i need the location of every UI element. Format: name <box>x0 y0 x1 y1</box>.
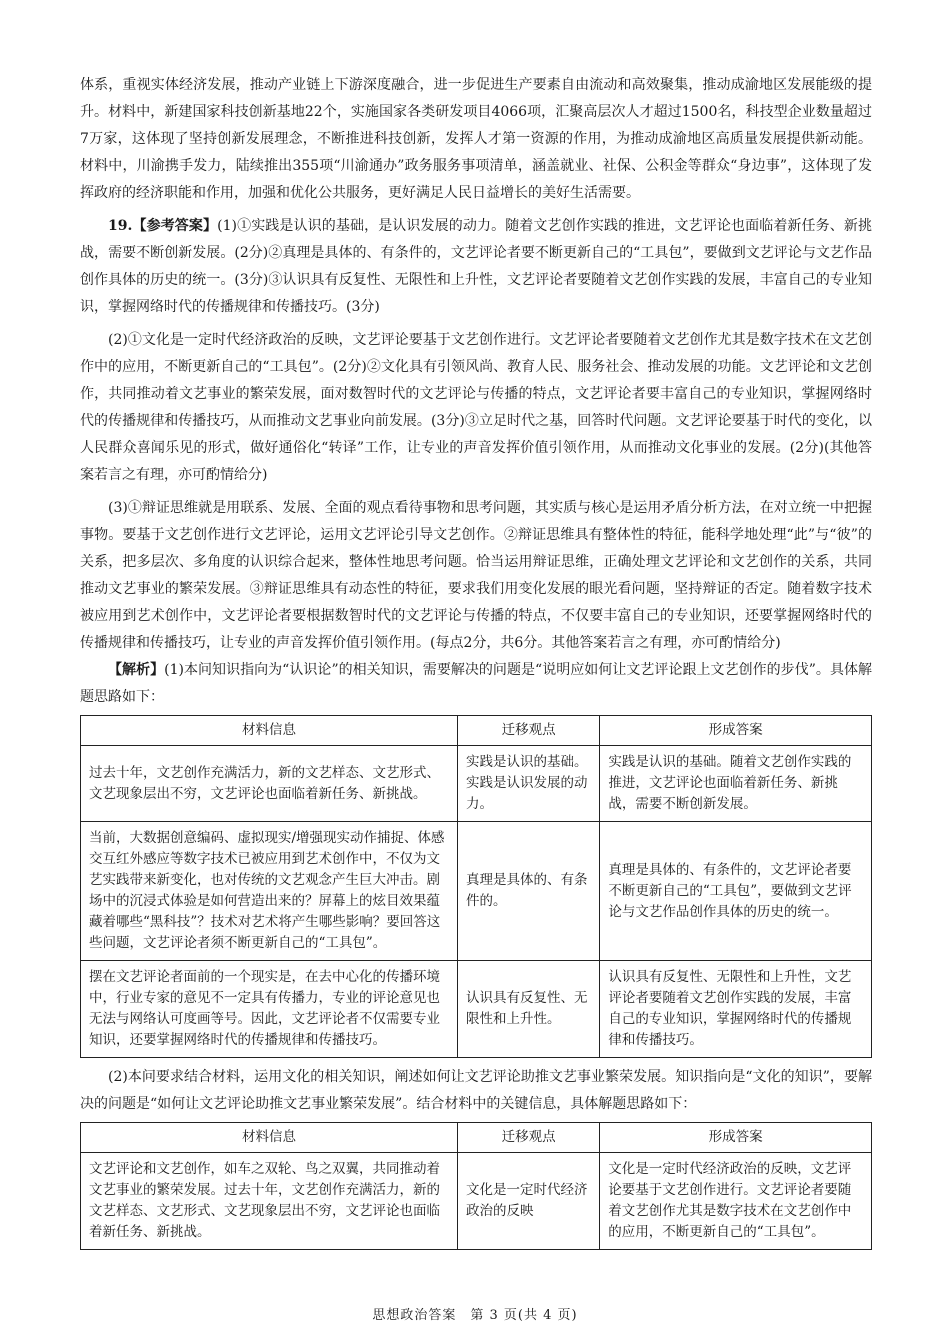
table-cell: 真理是具体的、有条件的，文艺评论者要不断更新自己的“工具包”，要做到文艺评论与文艺作品创作具体的历史的统一。 <box>600 822 872 961</box>
table-cell: 真理是具体的、有条件的。 <box>457 822 599 961</box>
table-cell: 文化是一定时代经济政治的反映 <box>457 1153 599 1250</box>
table-header: 材料信息 <box>81 716 458 746</box>
table-header: 形成答案 <box>600 1123 872 1153</box>
table-row <box>81 1153 872 1250</box>
table-header: 形成答案 <box>600 716 872 746</box>
table-cell: 摆在文艺评论者面前的一个现实是，在去中心化的传播环境中，行业专家的意见不一定具有传播力，专业的评论意见也无法与网络认可度画等号。因此，文艺评论者不仅需要专业知识，还要掌握网络时代的传播规律和传播技巧。 <box>81 961 458 1058</box>
analysis-intro-1-text: (1)本问知识指向为“认识论”的相关知识，需要解决的问题是“说明应如何让文艺评论跟上文艺创作的步伐”。具体解题思路如下： <box>80 662 873 705</box>
page-footer: 思想政治答案 第 3 页(共 4 页) <box>372 1308 578 1323</box>
q19-part1-text: (1)①实践是认识的基础，是认识发展的动力。随着文艺创作实践的推进，文艺评论也面临着新任务、新挑战，需要不断创新发展。(2分)②真理是具体的、有条件的，文艺评论者要不断更新自己的“工具包”，要做到文艺评论与文艺作品创作具体的历史的统一。(3分)③认识具有反复性、无限性和上升性，文艺评论者要随着文艺创作实践的发展，丰富自己的专业知识，掌握网络时代的传播规律和传播技巧。(3分) <box>80 218 872 315</box>
table-cell: 文艺评论和文艺创作，如车之双轮、鸟之双翼，共同推动着文艺事业的繁荣发展。过去十年，文艺创作充满活力，新的文艺样态、文艺形式、文艺现象层出不穷，文艺评论也面临着新任务、新挑战。 <box>81 1153 458 1250</box>
table-cell: 文化是一定时代经济政治的反映，文艺评论要基于文艺创作进行。文艺评论者要随着文艺创作尤其是数字技术在文艺创作中的应用，不断更新自己的“工具包”。 <box>600 1153 872 1250</box>
table-cell: 实践是认识的基础。随着文艺创作实践的推进，文艺评论也面临着新任务、新挑战，需要不断创新发展。 <box>600 746 872 822</box>
analysis-intro-1 <box>80 657 872 711</box>
table-row <box>81 822 872 961</box>
table-row <box>81 746 872 822</box>
table-cell: 认识具有反复性、无限性和上升性，文艺评论者要随着文艺创作实践的发展，丰富自己的专业知识，掌握网络时代的传播规律和传播技巧。 <box>600 961 872 1058</box>
table-header-row <box>81 1123 872 1153</box>
q19-part1 <box>80 213 872 321</box>
table-cell: 认识具有反复性、无限性和上升性。 <box>457 961 599 1058</box>
q19-part3: (3)①辩证思维就是用联系、发展、全面的观点看待事物和思考问题，其实质与核心是运用矛盾分析方法，在对立统一中把握事物。要基于文艺创作进行文艺评论，运用文艺评论引导文艺创作。②辩证思维具有整体性的特征，能科学地处理“此”与“彼”的关系，把多层次、多角度的认识综合起来，整体性地思考问题。恰当运用辩证思维，正确处理文艺评论和文艺创作的关系，共同推动文艺事业的繁荣发展。③辩证思维具有动态性的特征，要求我们用变化发展的眼光看问题，坚持辩证的否定。随着数字技术被应用到艺术创作中，文艺评论者要根据数智时代的文艺评论与传播的特点，不仅要丰富自己的专业知识，还要掌握网络时代的传播规律和传播技巧，让专业的声音发挥价值引领作用。(每点2分，共6分。其他答案若言之有理，亦可酌情给分) <box>80 500 872 651</box>
analysis-table-2 <box>80 1122 872 1250</box>
table-header: 迁移观点 <box>457 716 599 746</box>
table-row <box>81 961 872 1058</box>
paragraph-top: 体系，重视实体经济发展，推动产业链上下游深度融合，进一步促进生产要素自由流动和高效聚集，推动成渝地区发展能级的提升。材料中，新建国家科技创新基地22个，实施国家各类研发项目4066项，汇聚高层次人才超过1500名，科技型企业数量超过7万家，这体现了坚持创新发展理念，不断推进科技创新，发挥人才第一资源的作用，为推动成渝地区高质量发展提供新动能。材料中，川渝携手发力，陆续推出355项“川渝通办”政务服务事项清单，涵盖就业、社保、公积金等群众“身边事”，这体现了发挥政府的经济职能和作用，加强和优化公共服务，更好满足人民日益增长的美好生活需要。 <box>80 77 872 201</box>
table-header: 材料信息 <box>81 1123 458 1153</box>
q19-part2: (2)①文化是一定时代经济政治的反映，文艺评论要基于文艺创作进行。文艺评论者要随着文艺创作尤其是数字技术在文艺创作中的应用，不断更新自己的“工具包”。(2分)②文化具有引领风尚、教育人民、服务社会、推动发展的功能。文艺评论和文艺创作，共同推动着文艺事业的繁荣发展，面对数智时代的文艺评论与传播的特点，文艺评论者要丰富自己的专业知识，掌握网络时代的传播规律和传播技巧，从而推动文艺事业向前发展。(3分)③立足时代之基，回答时代问题。文艺评论要基于时代的变化，以人民群众喜闻乐见的形式，做好通俗化“转译”工作，让专业的声音发挥价值引领作用，从而推动文化事业的发展。(2分)(其他答案若言之有理，亦可酌情给分) <box>80 332 872 483</box>
table-cell: 过去十年，文艺创作充满活力，新的文艺样态、文艺形式、文艺现象层出不穷，文艺评论也面临着新任务、新挑战。 <box>81 746 458 822</box>
answer-page <box>80 72 872 1250</box>
table-cell: 当前，大数据创意编码、虚拟现实/增强现实动作捕捉、体感交互红外感应等数字技术已被应用到艺术创作中，不仅为文艺实践带来新变化，也对传统的文艺观念产生巨大冲击。剧场中的沉浸式体验是如何营造出来的？屏幕上的炫目效果蕴藏着哪些“黑科技”？技术对艺术将产生哪些影响？要回答这些问题，文艺评论者须不断更新自己的“工具包”。 <box>81 822 458 961</box>
q19-label: 19.【参考答案】 <box>108 218 218 234</box>
table-header: 迁移观点 <box>457 1123 599 1153</box>
analysis-intro-2: (2)本问要求结合材料，运用文化的相关知识，阐述如何让文艺评论助推文艺事业繁荣发展。知识指向是“文化的知识”，要解决的问题是“如何让文艺评论助推文艺事业繁荣发展”。结合材料中的关键信息，具体解题思路如下： <box>80 1069 872 1112</box>
table-cell: 实践是认识的基础。实践是认识发展的动力。 <box>457 746 599 822</box>
analysis-table-1 <box>80 715 872 1058</box>
table-header-row <box>81 716 872 746</box>
analysis-label: 【解析】 <box>108 662 165 678</box>
